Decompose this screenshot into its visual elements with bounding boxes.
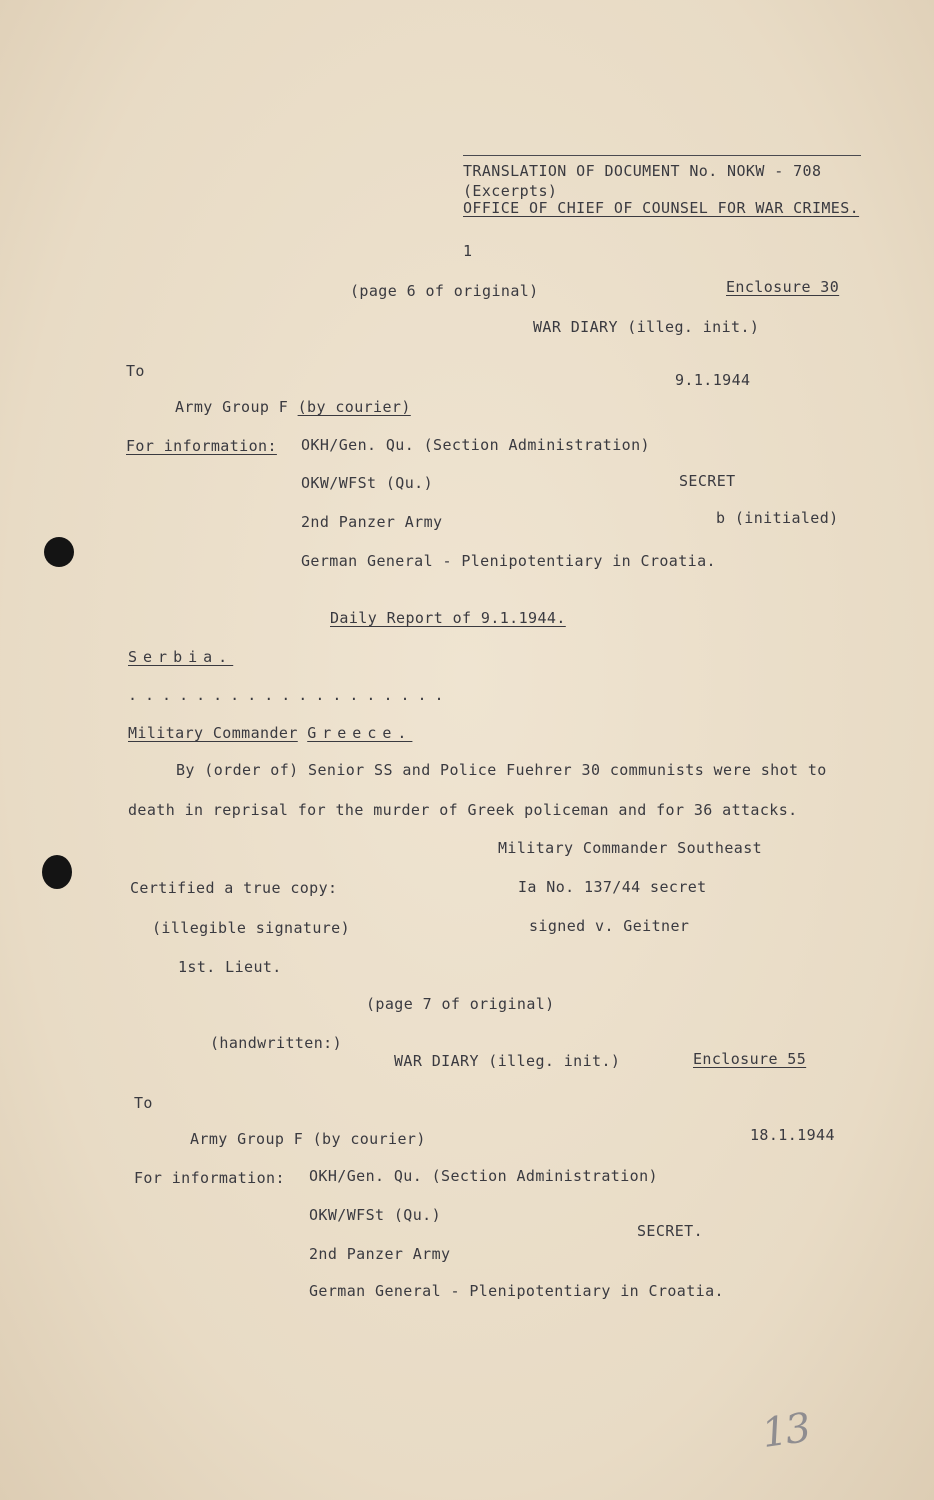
war-diary-label-1: WAR DIARY (illeg. init.) bbox=[533, 318, 760, 336]
reference-number: Ia No. 137/44 secret bbox=[518, 878, 707, 896]
certified-copy: Certified a true copy: bbox=[130, 879, 338, 897]
header-top-rule bbox=[463, 155, 861, 156]
body-line-1: By (order of) Senior SS and Police Fuehrer 30 communists were shot to bbox=[176, 761, 827, 779]
to-label-1: To bbox=[126, 362, 145, 380]
recipient-1 bbox=[175, 398, 411, 416]
info-line-1-1: OKH/Gen. Qu. (Section Administration) bbox=[301, 436, 650, 454]
to-label-2: To bbox=[134, 1094, 153, 1112]
greece-heading-country: Greece. bbox=[307, 724, 413, 742]
date-2: 18.1.1944 bbox=[750, 1126, 835, 1144]
ellipsis-dots: ................... bbox=[128, 686, 452, 704]
secret-label-2: SECRET. bbox=[637, 1222, 704, 1240]
recipient-2: Army Group F (by courier) bbox=[190, 1130, 426, 1148]
greece-heading bbox=[128, 724, 412, 742]
folio-number: 13 bbox=[759, 1404, 812, 1458]
daily-report-title: Daily Report of 9.1.1944. bbox=[330, 609, 566, 627]
body-line-2: death in reprisal for the murder of Greek policeman and for 36 attacks. bbox=[128, 801, 798, 819]
page-7-note: (page 7 of original) bbox=[366, 995, 555, 1013]
info-line-1-3: 2nd Panzer Army bbox=[301, 513, 443, 531]
office-line: OFFICE OF CHIEF OF COUNSEL FOR WAR CRIMES. bbox=[463, 199, 860, 217]
secret-label-1: SECRET bbox=[679, 472, 736, 490]
recipient-method-1: (by courier) bbox=[297, 398, 411, 416]
punch-hole-bottom bbox=[42, 855, 72, 889]
info-line-2-4: German General - Plenipotentiary in Croatia. bbox=[309, 1282, 724, 1300]
initialed-note: b (initialed) bbox=[716, 509, 839, 527]
punch-hole-top bbox=[44, 537, 74, 567]
translation-title: TRANSLATION OF DOCUMENT No. NOKW - 708 bbox=[463, 162, 822, 180]
enclosure-30: Enclosure 30 bbox=[726, 278, 840, 296]
serbia-heading: Serbia. bbox=[128, 648, 234, 666]
illegible-signature: (illegible signature) bbox=[152, 919, 351, 937]
enclosure-55: Enclosure 55 bbox=[693, 1050, 807, 1068]
lieutenant-rank: 1st. Lieut. bbox=[178, 958, 282, 976]
for-information-label-1: For information: bbox=[126, 437, 277, 455]
greece-heading-prefix: Military Commander bbox=[128, 724, 298, 742]
info-line-2-3: 2nd Panzer Army bbox=[309, 1245, 451, 1263]
handwritten-note: (handwritten:) bbox=[210, 1034, 343, 1052]
for-information-label-2: For information: bbox=[134, 1169, 285, 1187]
excerpts-note: (Excerpts) bbox=[463, 182, 558, 200]
info-line-1-2: OKW/WFSt (Qu.) bbox=[301, 474, 434, 492]
recipient-unit-1: Army Group F bbox=[175, 398, 289, 416]
info-line-1-4: German General - Plenipotentiary in Croatia. bbox=[301, 552, 716, 570]
signatory-1: Military Commander Southeast bbox=[498, 839, 763, 857]
page-number: 1 bbox=[463, 242, 473, 260]
page-6-note: (page 6 of original) bbox=[350, 282, 539, 300]
info-line-2-2: OKW/WFSt (Qu.) bbox=[309, 1206, 442, 1224]
signed-by: signed v. Geitner bbox=[529, 917, 690, 935]
date-1: 9.1.1944 bbox=[675, 371, 751, 389]
info-line-2-1: OKH/Gen. Qu. (Section Administration) bbox=[309, 1167, 658, 1185]
war-diary-label-2: WAR DIARY (illeg. init.) bbox=[394, 1052, 621, 1070]
